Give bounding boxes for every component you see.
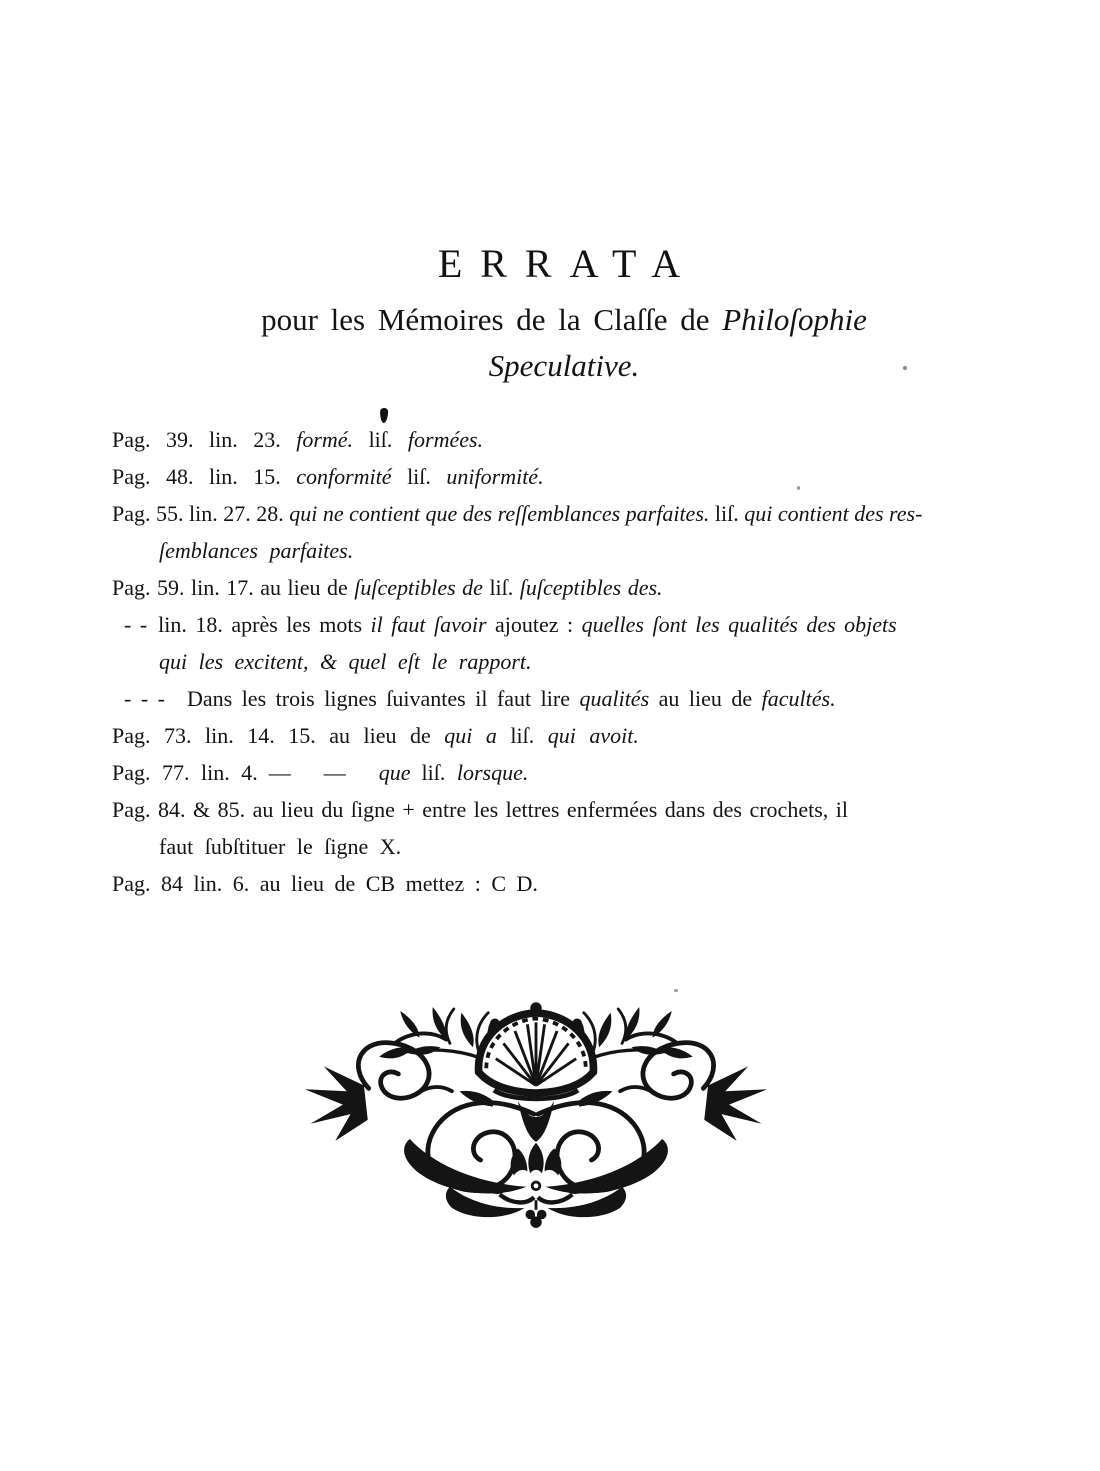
text-segment: Pag. 84. & 85. au lieu du ſigne + entre les lettres enfermées dans des crochets, il (112, 797, 848, 822)
text-segment: qui a (444, 723, 497, 748)
text-segment: Pag. 55. lin. 27. 28. (112, 501, 290, 526)
errata-line (0, 717, 1100, 754)
text-segment: Philoſophie (722, 302, 867, 337)
text-segment: ſuſceptibles des. (519, 575, 663, 600)
errata-line (0, 828, 1100, 865)
errata-line (0, 495, 1100, 532)
errata-line (0, 606, 1100, 643)
errata-list (0, 421, 1100, 902)
text-segment: ajoutez : (486, 612, 582, 637)
text-segment: que (378, 760, 411, 785)
subtitle-line-2 (14, 348, 1100, 384)
text-segment: - - lin. 18. après les mots (124, 612, 371, 637)
subtitle-line-1 (14, 302, 1100, 338)
text-segment: facultés. (761, 686, 836, 711)
text-segment: Pag. 39. lin. 23. (112, 427, 297, 452)
text-segment: Pag. 84 lin. 6. au lieu de CB mettez : C D. (112, 871, 538, 896)
errata-line (0, 680, 1100, 717)
errata-line (0, 458, 1100, 495)
scan-speck (903, 366, 907, 370)
text-segment: liſ. (353, 427, 408, 452)
text-segment: conformité (296, 464, 392, 489)
scan-speck (674, 989, 678, 992)
text-segment: quelles ſont les qualités des objets (581, 612, 897, 637)
text-segment: Pag. 77. lin. 4. — — (112, 760, 379, 785)
text-segment: liſ. (709, 501, 745, 526)
errata-line (0, 791, 1100, 828)
text-segment: liſ. (496, 723, 548, 748)
errata-line (0, 569, 1100, 606)
text-segment: ſuſceptibles de (354, 575, 483, 600)
page-title: ERRATA (437, 241, 699, 286)
errata-line (0, 643, 1100, 680)
text-segment: qualités (579, 686, 650, 711)
text-segment: au lieu de (649, 686, 762, 711)
text-segment: qui avoit. (547, 723, 639, 748)
text-segment: formées. (407, 427, 484, 452)
text-segment: formé. (296, 427, 354, 452)
text-segment: liſ. (391, 464, 447, 489)
text-segment: uniformité. (446, 464, 544, 489)
text-segment: qui contient des res- (744, 501, 923, 526)
text-segment: pour les Mémoires de la Claſſe de (261, 302, 723, 337)
errata-line (0, 865, 1100, 902)
text-segment: lorsque. (456, 760, 529, 785)
errata-line (0, 532, 1100, 569)
text-segment: qui les excitent, & quel eſt le rapport. (159, 649, 532, 674)
text-segment: faut ſubſtituer le ſigne X. (159, 834, 402, 859)
text-segment: liſ. (410, 760, 457, 785)
text-segment: Pag. 59. lin. 17. au lieu de (112, 575, 355, 600)
text-segment: Pag. 48. lin. 15. (112, 464, 297, 489)
text-segment: ſemblances parfaites. (159, 538, 354, 563)
text-segment: qui ne contient que des reſſemblances parfaites. (289, 501, 710, 526)
errata-line (0, 754, 1100, 791)
text-segment: liſ. (482, 575, 520, 600)
text-segment: Pag. 73. lin. 14. 15. au lieu de (112, 723, 445, 748)
text-segment: il faut ſavoir (370, 612, 487, 637)
errata-line (0, 421, 1100, 458)
text-segment: Speculative. (488, 348, 640, 383)
woodcut-tailpiece-ornament (297, 996, 775, 1238)
text-segment: - - - Dans les trois lignes ſuivantes il faut lire (124, 686, 580, 711)
